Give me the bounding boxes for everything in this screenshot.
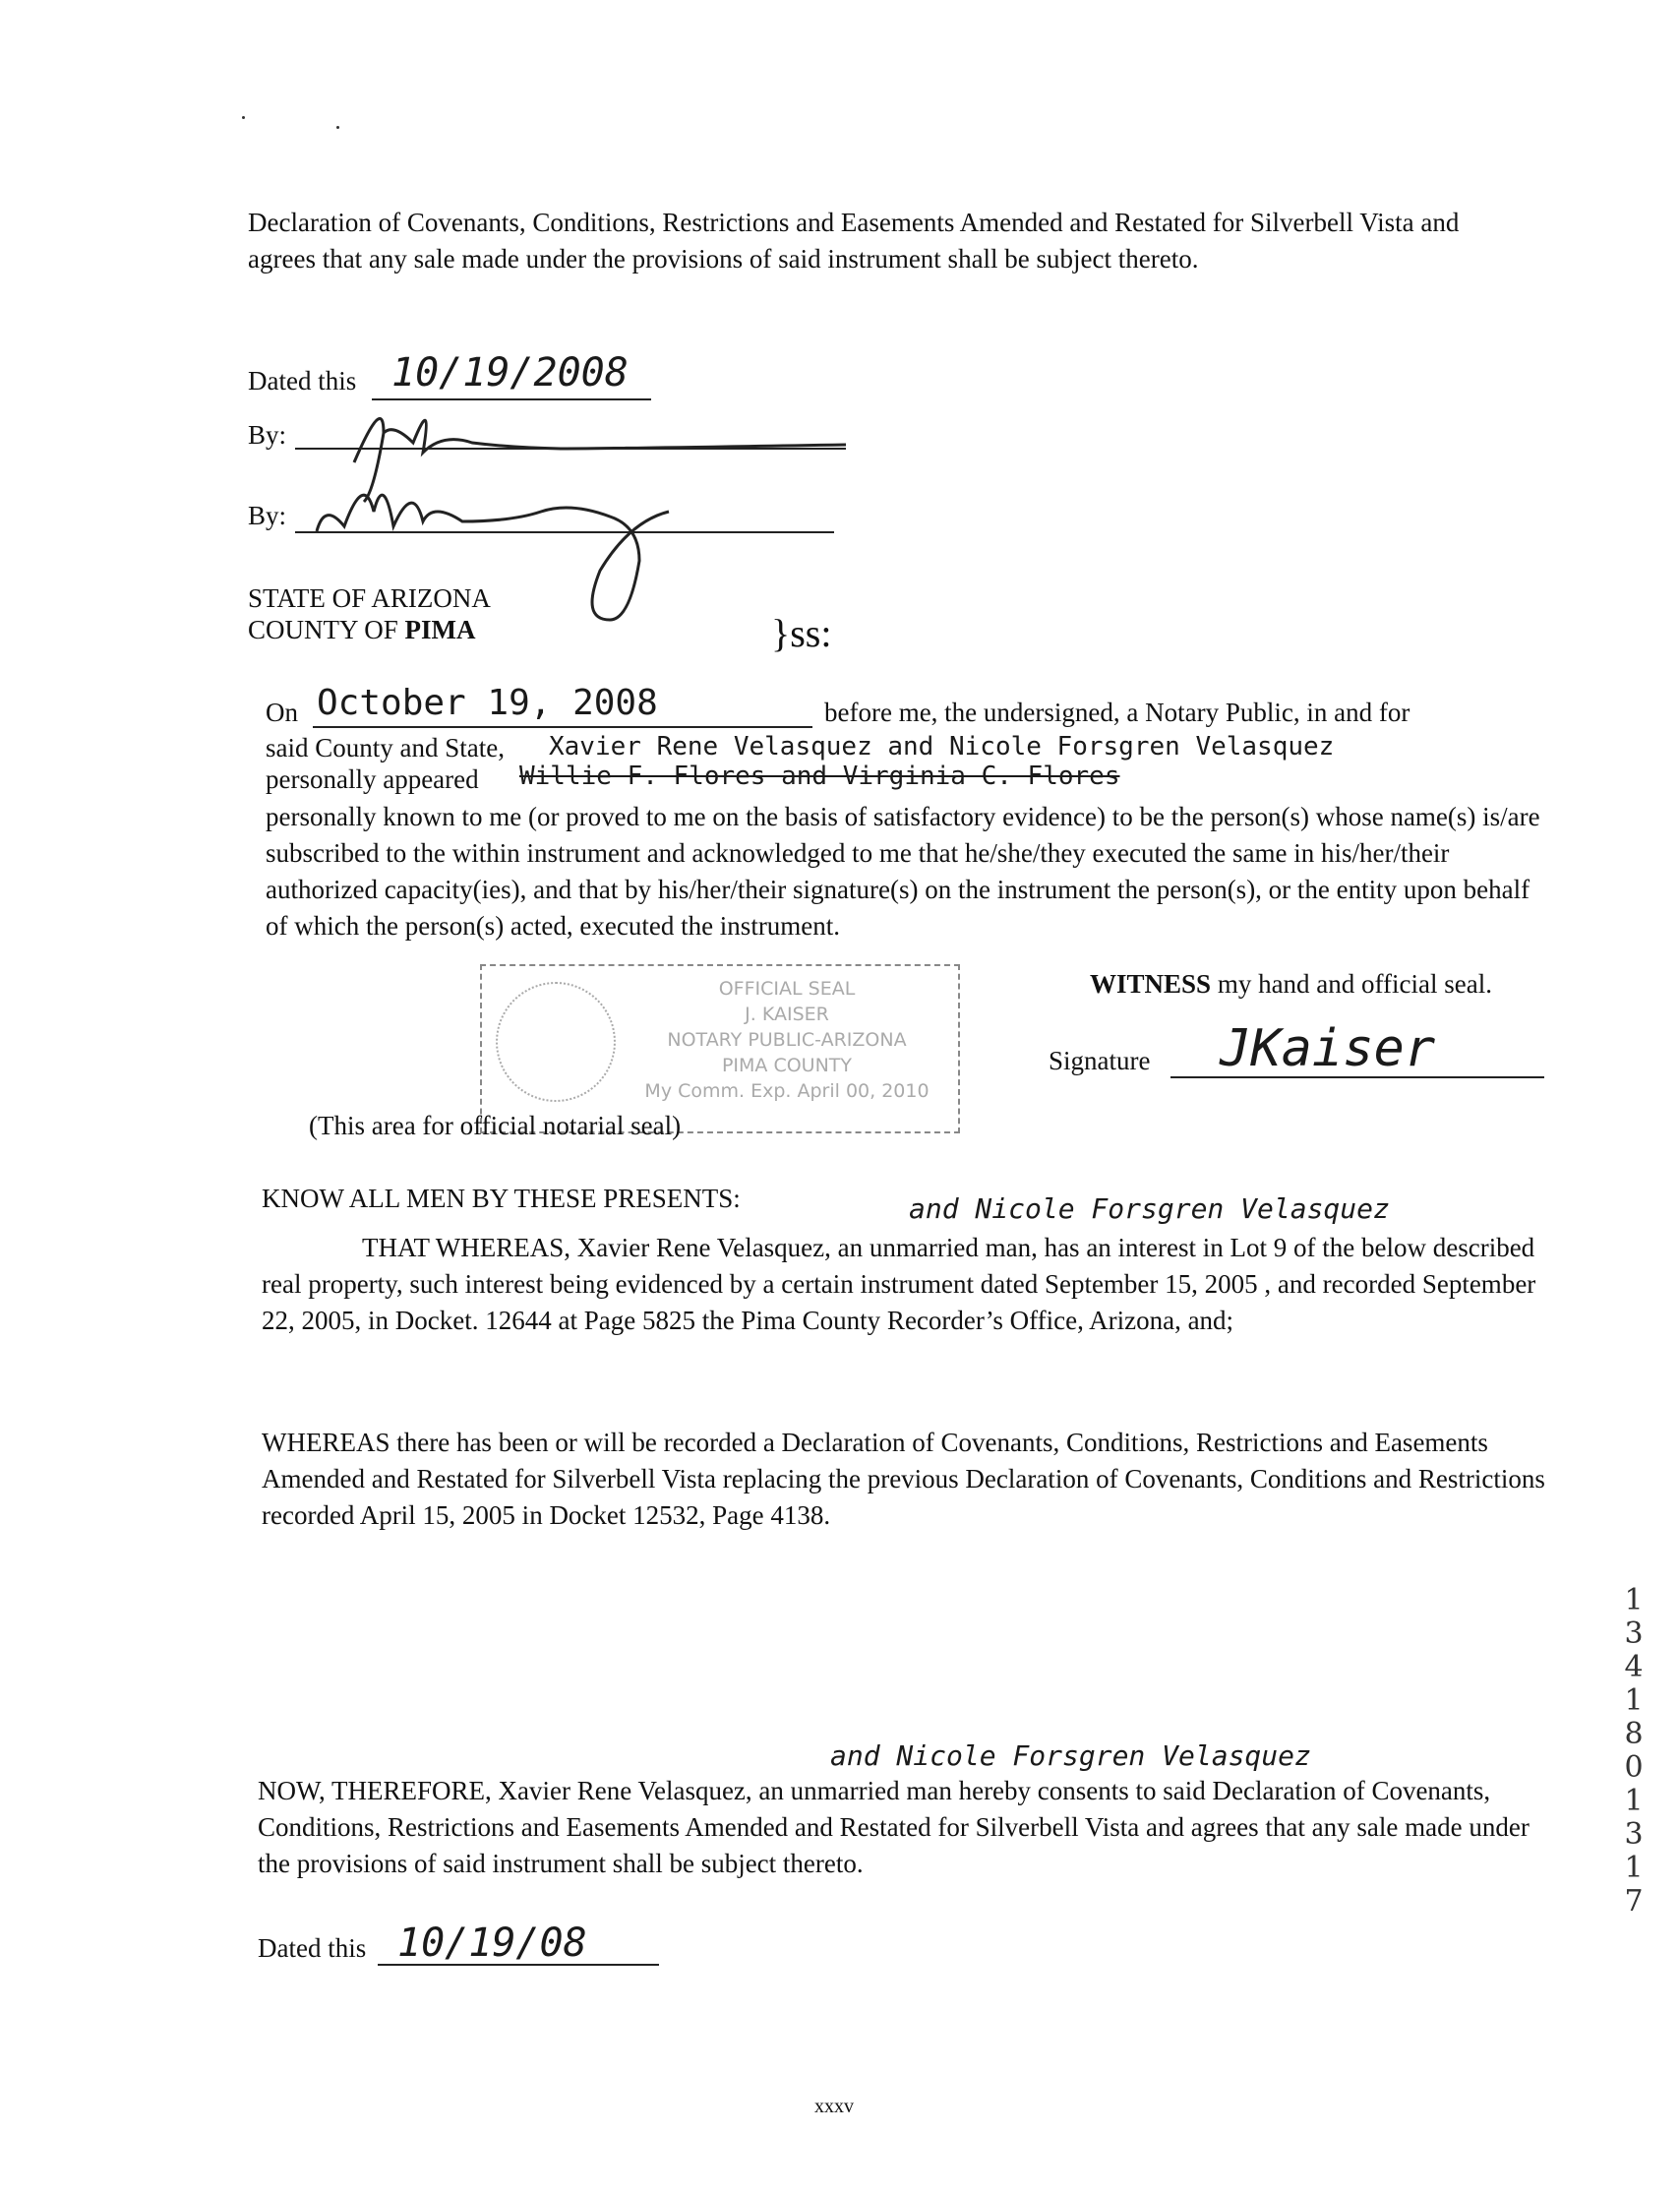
notary-body: personally known to me (or proved to me on the basis of satisfactory evidence) to be the person(s) whose name(s) is/are subscribed to the within instrument and acknowledged to me that he/she/they executed the same in his/her/their authorized capacity(ies), and that by his/her/their signature(s) on the instrument the person(s), or the entity upon behalf of which the person(s) acted, executed the instrument. <box>266 802 1540 941</box>
signature-1 <box>354 418 846 502</box>
county-label <box>248 612 476 648</box>
notary-before: before me, the undersigned, a Notary Public, in and for <box>824 698 1410 727</box>
dated-line-2 <box>378 1964 659 1966</box>
notary-date: October 19, 2008 <box>317 683 658 723</box>
seal-line: PIMA COUNTY <box>721 1055 853 1076</box>
notary-struck-names: Willie F. Flores and Virginia C. Flores <box>519 762 1120 791</box>
intro-paragraph: Declaration of Covenants, Conditions, Restrictions and Easements Amended and Restated for Silverbell Vista and agrees that any sale made under the provisions of said instrument shall be subject thereto. <box>248 208 1460 274</box>
know-all-heading: KNOW ALL MEN BY THESE PRESENTS: <box>262 1184 741 1213</box>
county-prefix: COUNTY OF <box>248 615 398 644</box>
seal-text <box>630 976 944 1104</box>
seal-line: NOTARY PUBLIC-ARIZONA <box>667 1029 907 1051</box>
notary-on: On <box>266 698 298 727</box>
seal-caption: (This area for official notarial seal) <box>309 1111 682 1140</box>
county-name: PIMA <box>404 615 476 644</box>
ss-mark: }ss: <box>771 611 832 655</box>
whereas-paragraph-1: THAT WHEREAS, Xavier Rene Velasquez, an unmarried man, has an interest in Lot 9 of the below described real property, such interest being evidenced by a certain instrument dated September 15, 2005 , and recorded September 22, 2005, in Docket. 12644 at Page 5825 the Pima County Recorder’s Office, Arizona, and; <box>262 1233 1536 1335</box>
page-footer: xxxv <box>814 2096 854 2117</box>
scan-speck <box>242 116 245 119</box>
dated-label-2: Dated this <box>258 1933 367 1963</box>
witness-bold: WITNESS <box>1090 969 1212 999</box>
seal-line: My Comm. Exp. April 00, 2010 <box>644 1080 930 1102</box>
seal-line: OFFICIAL SEAL <box>718 978 856 1000</box>
scan-speck <box>336 126 339 129</box>
notary-signature: JKaiser <box>1220 1019 1436 1078</box>
signature-label: Signature <box>1049 1046 1151 1075</box>
whereas-paragraph-2: WHEREAS there has been or will be recorded a Declaration of Covenants, Conditions, Restrictions and Easements Amended and Restated for Silverbell Vista replacing the previous Declaration of Covenants, Conditions and Restrictions recorded April 15, 2005 in Docket 12532, Page 4138. <box>262 1428 1545 1530</box>
dated-value: 10/19/2008 <box>391 350 629 396</box>
state-label: STATE OF ARIZONA <box>248 583 491 613</box>
handwritten-insert-1: and Nicole Forsgren Velasquez <box>909 1192 1390 1225</box>
seal-line: J. KAISER <box>745 1004 829 1025</box>
dated-value-2: 10/19/08 <box>397 1920 587 1966</box>
dated-label: Dated this <box>248 366 357 396</box>
witness-rest: my hand and official seal. <box>1217 969 1492 999</box>
notary-personally: personally appeared <box>266 764 479 794</box>
witness-line <box>1090 966 1492 1003</box>
now-therefore-paragraph: NOW, THEREFORE, Xavier Rene Velasquez, an unmarried man hereby consents to said Declaration of Covenants, Conditions, Restrictions and Easements Amended and Restated for Silverbell Vista and agrees that any sale made under the provisions of said instrument shall be subject thereto. <box>258 1776 1530 1878</box>
by-label: By: <box>248 420 287 450</box>
notary-said-county: said County and State, <box>266 733 505 762</box>
by-label-2: By: <box>248 501 287 530</box>
side-stamp-text: 13418 01317 <box>1624 1583 1644 1919</box>
notary-date-line <box>313 726 812 728</box>
seal-emblem <box>496 982 616 1102</box>
side-stamp <box>1619 1584 1649 1919</box>
notary-names: Xavier Rene Velasquez and Nicole Forsgren Velasquez <box>549 732 1335 762</box>
handwritten-insert-2: and Nicole Forsgren Velasquez <box>830 1739 1311 1772</box>
